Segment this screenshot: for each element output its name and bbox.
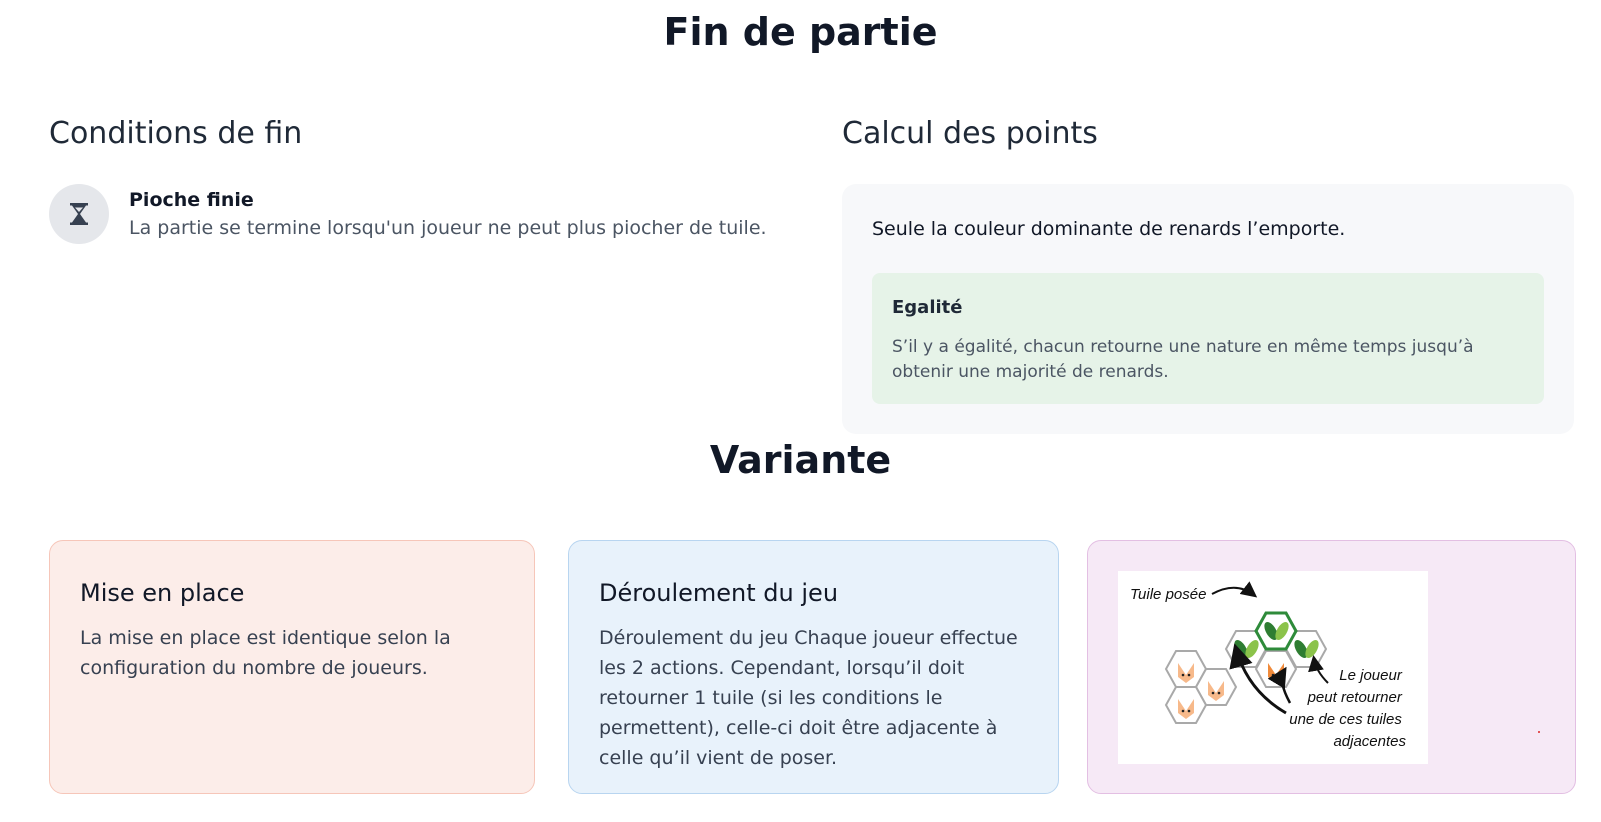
tie-callout bbox=[872, 273, 1544, 404]
gameplay-card bbox=[568, 540, 1059, 794]
label-return-line: adjacentes bbox=[1333, 733, 1406, 750]
conditions-heading: Conditions de fin bbox=[49, 116, 303, 151]
variant-title: Variante bbox=[709, 438, 892, 482]
tie-description: S’il y a égalité, chacun retourne une nature en même temps jusqu’à obtenir une majorité de renards. bbox=[892, 337, 1474, 382]
gameplay-card-title: Déroulement du jeu bbox=[599, 579, 839, 607]
label-placed: Tuile posée bbox=[1130, 586, 1207, 603]
points-intro: Seule la couleur dominante de renards l’emporte. bbox=[872, 218, 1346, 240]
setup-card-text: La mise en place est identique selon la configuration du nombre de joueurs. bbox=[80, 627, 451, 679]
page-title: Fin de partie bbox=[663, 10, 938, 54]
svg-text:Le joueur peut retourn bbox=[1289, 667, 1406, 750]
setup-card-title: Mise en place bbox=[80, 579, 245, 607]
gameplay-card-text: Déroulement du jeu Chaque joueur effectue les 2 actions. Cependant, lorsqu’il doit retourner 1 tuile (si les conditions le permettent), celle-ci doit être adjacente à celle qu’il vient de poser. bbox=[599, 627, 1018, 769]
label-return-line: peut retourner bbox=[1307, 689, 1402, 706]
hourglass-icon bbox=[49, 184, 109, 244]
adjacent-tiles-illustration bbox=[1118, 571, 1428, 764]
points-panel bbox=[842, 184, 1574, 434]
setup-card bbox=[49, 540, 535, 794]
points-heading: Calcul des points bbox=[842, 116, 1098, 151]
illustration-card bbox=[1087, 540, 1576, 794]
condition-description: La partie se termine lorsqu'un joueur ne peut plus piocher de tuile. bbox=[129, 217, 767, 239]
label-return-line: Le joueur bbox=[1339, 667, 1402, 684]
label-return-line: une de ces tuiles bbox=[1289, 711, 1402, 728]
end-condition-item bbox=[49, 184, 767, 244]
tie-title: Egalité bbox=[892, 297, 963, 318]
condition-title: Pioche finie bbox=[129, 189, 254, 211]
marker-dot bbox=[1538, 731, 1540, 733]
